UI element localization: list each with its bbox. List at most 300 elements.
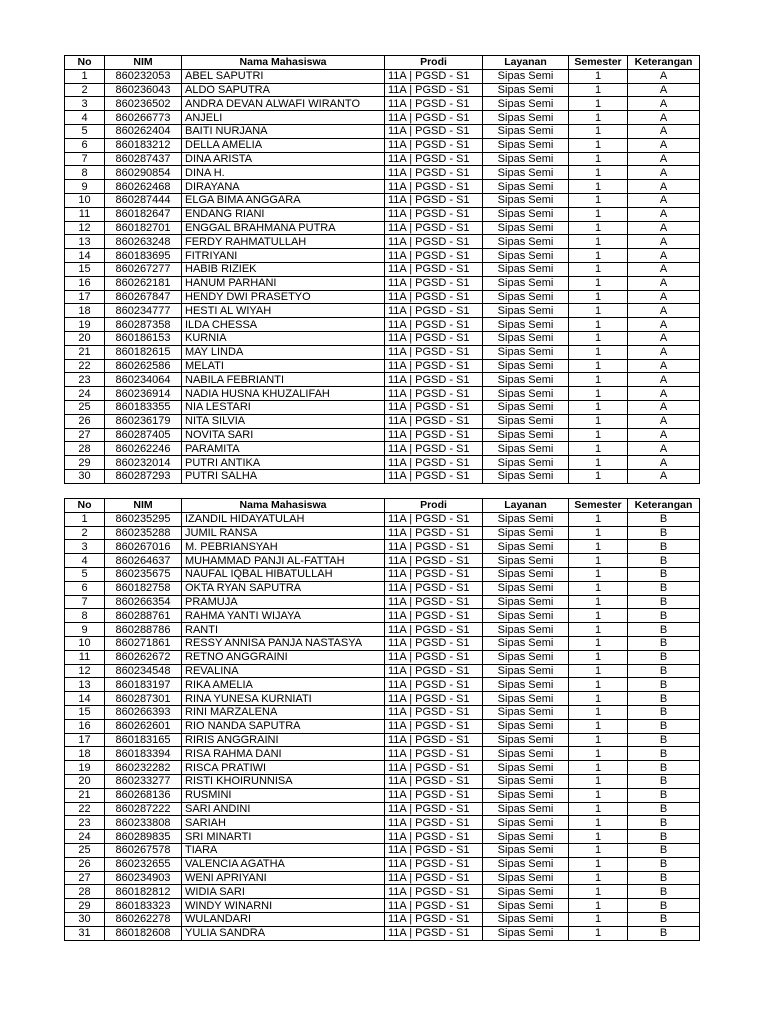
cell-keterangan: A: [628, 221, 700, 235]
cell-nim: 860232014: [105, 456, 182, 470]
table-row: [65, 373, 700, 387]
cell-name: PARAMITA: [182, 442, 385, 456]
column-header-name: Nama Mahasiswa: [182, 56, 385, 70]
column-header-layanan: Layanan: [483, 56, 569, 70]
cell-semester: 1: [569, 304, 628, 318]
cell-name: BAITI NURJANA: [182, 124, 385, 138]
cell-semester: 1: [569, 747, 628, 761]
cell-no: 13: [65, 678, 105, 692]
cell-layanan: Sipas Semi: [483, 387, 569, 401]
column-header-no: No: [65, 56, 105, 70]
cell-semester: 1: [569, 207, 628, 221]
cell-layanan: Sipas Semi: [483, 623, 569, 637]
cell-prodi: 11A | PGSD - S1: [385, 262, 483, 276]
cell-nim: 860232053: [105, 69, 182, 83]
cell-layanan: Sipas Semi: [483, 857, 569, 871]
cell-no: 4: [65, 111, 105, 125]
cell-layanan: Sipas Semi: [483, 843, 569, 857]
cell-name: RINA YUNESA KURNIATI: [182, 692, 385, 706]
cell-semester: 1: [569, 456, 628, 470]
cell-semester: 1: [569, 442, 628, 456]
cell-layanan: Sipas Semi: [483, 816, 569, 830]
table-row: [65, 581, 700, 595]
cell-layanan: Sipas Semi: [483, 138, 569, 152]
cell-layanan: Sipas Semi: [483, 359, 569, 373]
cell-keterangan: A: [628, 262, 700, 276]
cell-name: WINDY WINARNI: [182, 899, 385, 913]
cell-nim: 860287301: [105, 692, 182, 706]
cell-keterangan: A: [628, 318, 700, 332]
cell-layanan: Sipas Semi: [483, 899, 569, 913]
cell-keterangan: A: [628, 111, 700, 125]
cell-nim: 860186153: [105, 331, 182, 345]
cell-name: ANJELI: [182, 111, 385, 125]
cell-no: 22: [65, 359, 105, 373]
cell-semester: 1: [569, 830, 628, 844]
cell-no: 3: [65, 97, 105, 111]
cell-nim: 860183197: [105, 678, 182, 692]
cell-no: 29: [65, 456, 105, 470]
cell-prodi: 11A | PGSD - S1: [385, 235, 483, 249]
cell-prodi: 11A | PGSD - S1: [385, 331, 483, 345]
cell-semester: 1: [569, 152, 628, 166]
cell-nim: 860262246: [105, 442, 182, 456]
cell-no: 6: [65, 138, 105, 152]
cell-layanan: Sipas Semi: [483, 111, 569, 125]
table-row: [65, 885, 700, 899]
cell-no: 10: [65, 636, 105, 650]
cell-nim: 860183695: [105, 249, 182, 263]
cell-name: HABIB RIZIEK: [182, 262, 385, 276]
cell-keterangan: A: [628, 290, 700, 304]
cell-semester: 1: [569, 512, 628, 526]
cell-prodi: 11A | PGSD - S1: [385, 857, 483, 871]
cell-prodi: 11A | PGSD - S1: [385, 373, 483, 387]
cell-layanan: Sipas Semi: [483, 636, 569, 650]
cell-prodi: 11A | PGSD - S1: [385, 816, 483, 830]
cell-nim: 860271861: [105, 636, 182, 650]
cell-semester: 1: [569, 871, 628, 885]
cell-prodi: 11A | PGSD - S1: [385, 567, 483, 581]
cell-prodi: 11A | PGSD - S1: [385, 276, 483, 290]
cell-nim: 860266773: [105, 111, 182, 125]
cell-name: YULIA SANDRA: [182, 926, 385, 940]
cell-semester: 1: [569, 166, 628, 180]
cell-keterangan: B: [628, 595, 700, 609]
table-row: [65, 705, 700, 719]
cell-no: 12: [65, 221, 105, 235]
cell-no: 25: [65, 400, 105, 414]
cell-prodi: 11A | PGSD - S1: [385, 774, 483, 788]
cell-name: SRI MINARTI: [182, 830, 385, 844]
column-header-no: No: [65, 499, 105, 513]
cell-layanan: Sipas Semi: [483, 166, 569, 180]
cell-nim: 860287437: [105, 152, 182, 166]
cell-no: 5: [65, 567, 105, 581]
cell-semester: 1: [569, 678, 628, 692]
cell-layanan: Sipas Semi: [483, 554, 569, 568]
cell-name: ENDANG RIANI: [182, 207, 385, 221]
cell-nim: 860182615: [105, 345, 182, 359]
cell-no: 28: [65, 885, 105, 899]
table-row: [65, 678, 700, 692]
cell-name: JUMIL RANSA: [182, 526, 385, 540]
cell-layanan: Sipas Semi: [483, 373, 569, 387]
cell-name: M. PEBRIANSYAH: [182, 540, 385, 554]
table-body: [65, 512, 700, 940]
cell-nim: 860268136: [105, 788, 182, 802]
table-row: [65, 761, 700, 775]
cell-name: IZANDIL HIDAYATULAH: [182, 512, 385, 526]
cell-layanan: Sipas Semi: [483, 692, 569, 706]
cell-semester: 1: [569, 926, 628, 940]
cell-nim: 860232655: [105, 857, 182, 871]
cell-layanan: Sipas Semi: [483, 318, 569, 332]
column-header-nim: NIM: [105, 56, 182, 70]
cell-semester: 1: [569, 650, 628, 664]
cell-prodi: 11A | PGSD - S1: [385, 926, 483, 940]
cell-name: ABEL SAPUTRI: [182, 69, 385, 83]
cell-prodi: 11A | PGSD - S1: [385, 912, 483, 926]
cell-prodi: 11A | PGSD - S1: [385, 595, 483, 609]
cell-no: 29: [65, 899, 105, 913]
cell-nim: 860262468: [105, 180, 182, 194]
cell-no: 13: [65, 235, 105, 249]
cell-layanan: Sipas Semi: [483, 290, 569, 304]
cell-nim: 860234548: [105, 664, 182, 678]
cell-keterangan: A: [628, 359, 700, 373]
column-header-semester: Semester: [569, 499, 628, 513]
cell-keterangan: A: [628, 138, 700, 152]
table-row: [65, 193, 700, 207]
cell-prodi: 11A | PGSD - S1: [385, 692, 483, 706]
cell-nim: 860267016: [105, 540, 182, 554]
cell-keterangan: B: [628, 567, 700, 581]
cell-semester: 1: [569, 885, 628, 899]
cell-nim: 860287293: [105, 469, 182, 483]
cell-layanan: Sipas Semi: [483, 761, 569, 775]
cell-nim: 860236179: [105, 414, 182, 428]
cell-semester: 1: [569, 69, 628, 83]
cell-prodi: 11A | PGSD - S1: [385, 747, 483, 761]
cell-semester: 1: [569, 180, 628, 194]
table-row: [65, 788, 700, 802]
table-row: [65, 912, 700, 926]
cell-nim: 860266393: [105, 705, 182, 719]
cell-name: DINA H.: [182, 166, 385, 180]
cell-keterangan: A: [628, 193, 700, 207]
table-row: [65, 69, 700, 83]
cell-name: OKTA RYAN SAPUTRA: [182, 581, 385, 595]
cell-name: HESTI AL WIYAH: [182, 304, 385, 318]
table-row: [65, 456, 700, 470]
cell-name: SARIAH: [182, 816, 385, 830]
table-row: [65, 400, 700, 414]
cell-prodi: 11A | PGSD - S1: [385, 359, 483, 373]
cell-no: 2: [65, 83, 105, 97]
cell-name: RUSMINI: [182, 788, 385, 802]
cell-nim: 860287405: [105, 428, 182, 442]
table-row: [65, 83, 700, 97]
cell-prodi: 11A | PGSD - S1: [385, 830, 483, 844]
cell-name: DIRAYANA: [182, 180, 385, 194]
cell-name: PUTRI SALHA: [182, 469, 385, 483]
table-header-row: [65, 56, 700, 70]
cell-semester: 1: [569, 276, 628, 290]
table-row: [65, 747, 700, 761]
cell-semester: 1: [569, 761, 628, 775]
cell-layanan: Sipas Semi: [483, 774, 569, 788]
cell-semester: 1: [569, 331, 628, 345]
cell-no: 25: [65, 843, 105, 857]
cell-keterangan: B: [628, 636, 700, 650]
cell-prodi: 11A | PGSD - S1: [385, 221, 483, 235]
cell-no: 26: [65, 857, 105, 871]
cell-no: 15: [65, 262, 105, 276]
cell-prodi: 11A | PGSD - S1: [385, 636, 483, 650]
cell-keterangan: B: [628, 761, 700, 775]
column-header-keterangan: Keterangan: [628, 56, 700, 70]
cell-keterangan: A: [628, 124, 700, 138]
cell-name: KURNIA: [182, 331, 385, 345]
cell-layanan: Sipas Semi: [483, 152, 569, 166]
cell-prodi: 11A | PGSD - S1: [385, 207, 483, 221]
cell-nim: 860264637: [105, 554, 182, 568]
cell-name: RISA RAHMA DANI: [182, 747, 385, 761]
cell-prodi: 11A | PGSD - S1: [385, 166, 483, 180]
cell-name: RESSY ANNISA PANJA NASTASYA: [182, 636, 385, 650]
cell-keterangan: B: [628, 912, 700, 926]
cell-prodi: 11A | PGSD - S1: [385, 428, 483, 442]
column-header-nim: NIM: [105, 499, 182, 513]
cell-keterangan: B: [628, 830, 700, 844]
cell-name: RIO NANDA SAPUTRA: [182, 719, 385, 733]
cell-prodi: 11A | PGSD - S1: [385, 124, 483, 138]
cell-no: 26: [65, 414, 105, 428]
cell-keterangan: A: [628, 249, 700, 263]
cell-no: 14: [65, 692, 105, 706]
cell-name: RINI MARZALENA: [182, 705, 385, 719]
cell-prodi: 11A | PGSD - S1: [385, 400, 483, 414]
cell-keterangan: A: [628, 235, 700, 249]
cell-keterangan: A: [628, 304, 700, 318]
cell-prodi: 11A | PGSD - S1: [385, 554, 483, 568]
cell-layanan: Sipas Semi: [483, 871, 569, 885]
cell-name: FERDY RAHMATULLAH: [182, 235, 385, 249]
column-header-semester: Semester: [569, 56, 628, 70]
cell-nim: 860235288: [105, 526, 182, 540]
table-row: [65, 512, 700, 526]
cell-keterangan: A: [628, 345, 700, 359]
cell-layanan: Sipas Semi: [483, 705, 569, 719]
cell-keterangan: B: [628, 581, 700, 595]
cell-keterangan: A: [628, 180, 700, 194]
cell-name: HANUM PARHANI: [182, 276, 385, 290]
cell-layanan: Sipas Semi: [483, 469, 569, 483]
cell-name: HENDY DWI PRASETYO: [182, 290, 385, 304]
table-row: [65, 830, 700, 844]
cell-name: RANTI: [182, 623, 385, 637]
cell-name: NOVITA SARI: [182, 428, 385, 442]
table-row: [65, 290, 700, 304]
cell-layanan: Sipas Semi: [483, 97, 569, 111]
cell-nim: 860287222: [105, 802, 182, 816]
cell-keterangan: A: [628, 207, 700, 221]
cell-no: 21: [65, 788, 105, 802]
table-row: [65, 650, 700, 664]
cell-semester: 1: [569, 414, 628, 428]
cell-name: SARI ANDINI: [182, 802, 385, 816]
cell-layanan: Sipas Semi: [483, 733, 569, 747]
cell-nim: 860262404: [105, 124, 182, 138]
cell-prodi: 11A | PGSD - S1: [385, 664, 483, 678]
cell-no: 3: [65, 540, 105, 554]
table-row: [65, 414, 700, 428]
cell-nim: 860232282: [105, 761, 182, 775]
cell-prodi: 11A | PGSD - S1: [385, 609, 483, 623]
cell-keterangan: B: [628, 705, 700, 719]
cell-name: ENGGAL BRAHMANA PUTRA: [182, 221, 385, 235]
cell-prodi: 11A | PGSD - S1: [385, 761, 483, 775]
cell-keterangan: B: [628, 719, 700, 733]
cell-name: MELATI: [182, 359, 385, 373]
cell-nim: 860182608: [105, 926, 182, 940]
cell-nim: 860183323: [105, 899, 182, 913]
cell-layanan: Sipas Semi: [483, 595, 569, 609]
cell-name: FITRIYANI: [182, 249, 385, 263]
cell-name: NADIA HUSNA KHUZALIFAH: [182, 387, 385, 401]
cell-name: ANDRA DEVAN ALWAFI WIRANTO: [182, 97, 385, 111]
cell-no: 24: [65, 830, 105, 844]
cell-no: 16: [65, 719, 105, 733]
cell-name: RISTI KHOIRUNNISA: [182, 774, 385, 788]
cell-no: 30: [65, 469, 105, 483]
cell-prodi: 11A | PGSD - S1: [385, 345, 483, 359]
table-row: [65, 554, 700, 568]
cell-name: TIARA: [182, 843, 385, 857]
cell-keterangan: B: [628, 664, 700, 678]
cell-keterangan: B: [628, 857, 700, 871]
cell-nim: 860183355: [105, 400, 182, 414]
table-row: [65, 166, 700, 180]
cell-nim: 860183394: [105, 747, 182, 761]
cell-keterangan: A: [628, 414, 700, 428]
cell-no: 22: [65, 802, 105, 816]
table-row: [65, 428, 700, 442]
cell-semester: 1: [569, 567, 628, 581]
cell-nim: 860266354: [105, 595, 182, 609]
cell-prodi: 11A | PGSD - S1: [385, 456, 483, 470]
cell-layanan: Sipas Semi: [483, 581, 569, 595]
cell-layanan: Sipas Semi: [483, 719, 569, 733]
cell-layanan: Sipas Semi: [483, 304, 569, 318]
table-row: [65, 567, 700, 581]
cell-nim: 860234903: [105, 871, 182, 885]
cell-semester: 1: [569, 774, 628, 788]
table-row: [65, 249, 700, 263]
cell-semester: 1: [569, 609, 628, 623]
cell-semester: 1: [569, 345, 628, 359]
cell-name: VALENCIA AGATHA: [182, 857, 385, 871]
cell-keterangan: B: [628, 609, 700, 623]
cell-prodi: 11A | PGSD - S1: [385, 111, 483, 125]
cell-nim: 860183212: [105, 138, 182, 152]
cell-no: 23: [65, 816, 105, 830]
cell-layanan: Sipas Semi: [483, 830, 569, 844]
cell-keterangan: B: [628, 816, 700, 830]
cell-layanan: Sipas Semi: [483, 788, 569, 802]
table-row: [65, 207, 700, 221]
cell-name: NABILA FEBRIANTI: [182, 373, 385, 387]
cell-semester: 1: [569, 733, 628, 747]
cell-no: 19: [65, 318, 105, 332]
cell-semester: 1: [569, 400, 628, 414]
cell-prodi: 11A | PGSD - S1: [385, 650, 483, 664]
cell-layanan: Sipas Semi: [483, 540, 569, 554]
table-row: [65, 152, 700, 166]
cell-keterangan: B: [628, 926, 700, 940]
cell-keterangan: B: [628, 774, 700, 788]
cell-keterangan: A: [628, 456, 700, 470]
table-row: [65, 664, 700, 678]
table-row: [65, 345, 700, 359]
table-row: [65, 138, 700, 152]
cell-layanan: Sipas Semi: [483, 512, 569, 526]
cell-keterangan: A: [628, 331, 700, 345]
cell-no: 5: [65, 124, 105, 138]
cell-semester: 1: [569, 138, 628, 152]
cell-nim: 860236914: [105, 387, 182, 401]
cell-name: WIDIA SARI: [182, 885, 385, 899]
cell-semester: 1: [569, 623, 628, 637]
cell-name: ELGA BIMA ANGGARA: [182, 193, 385, 207]
cell-no: 14: [65, 249, 105, 263]
table-row: [65, 276, 700, 290]
cell-layanan: Sipas Semi: [483, 802, 569, 816]
cell-prodi: 11A | PGSD - S1: [385, 678, 483, 692]
cell-keterangan: A: [628, 428, 700, 442]
cell-name: ILDA CHESSA: [182, 318, 385, 332]
cell-no: 1: [65, 69, 105, 83]
cell-no: 21: [65, 345, 105, 359]
cell-semester: 1: [569, 912, 628, 926]
cell-nim: 860287358: [105, 318, 182, 332]
cell-name: WULANDARI: [182, 912, 385, 926]
cell-prodi: 11A | PGSD - S1: [385, 249, 483, 263]
cell-semester: 1: [569, 719, 628, 733]
cell-layanan: Sipas Semi: [483, 69, 569, 83]
cell-semester: 1: [569, 359, 628, 373]
cell-layanan: Sipas Semi: [483, 567, 569, 581]
cell-layanan: Sipas Semi: [483, 400, 569, 414]
cell-semester: 1: [569, 692, 628, 706]
cell-semester: 1: [569, 97, 628, 111]
cell-no: 9: [65, 180, 105, 194]
table-row: [65, 442, 700, 456]
cell-no: 27: [65, 428, 105, 442]
table-row: [65, 899, 700, 913]
cell-semester: 1: [569, 428, 628, 442]
cell-prodi: 11A | PGSD - S1: [385, 304, 483, 318]
column-header-name: Nama Mahasiswa: [182, 499, 385, 513]
cell-semester: 1: [569, 221, 628, 235]
cell-name: PUTRI ANTIKA: [182, 456, 385, 470]
cell-no: 27: [65, 871, 105, 885]
cell-keterangan: B: [628, 802, 700, 816]
cell-semester: 1: [569, 111, 628, 125]
student-table-class-b: [64, 498, 700, 941]
table-row: [65, 235, 700, 249]
